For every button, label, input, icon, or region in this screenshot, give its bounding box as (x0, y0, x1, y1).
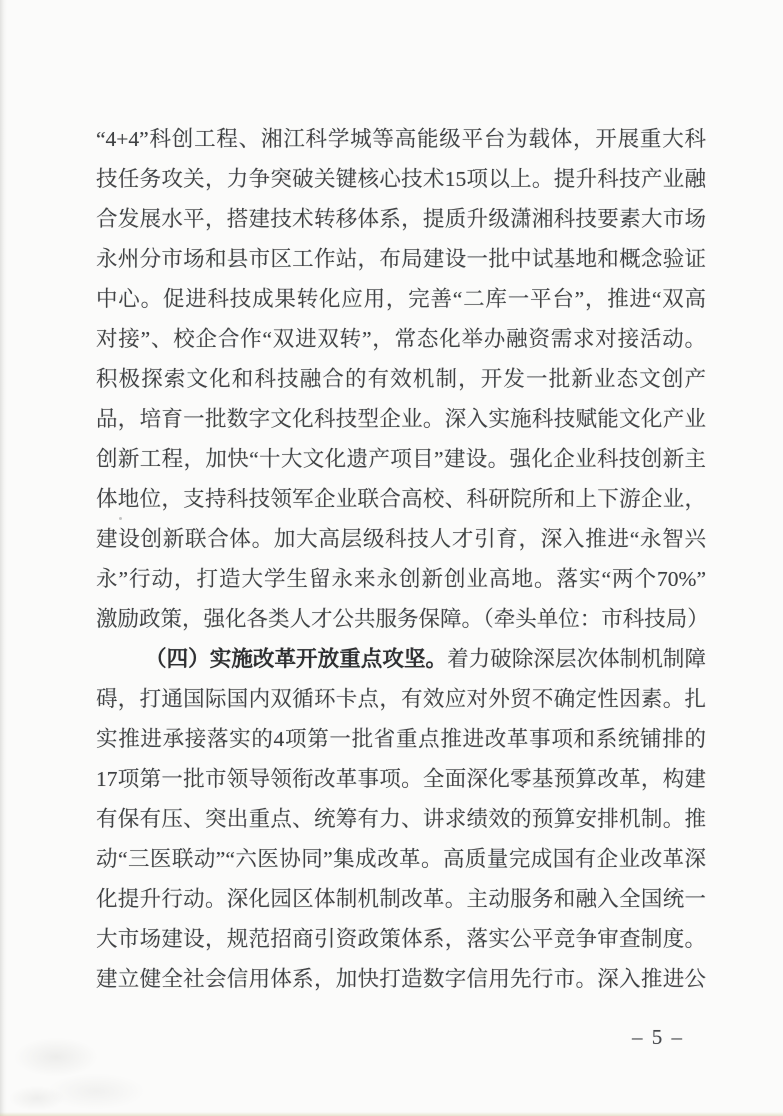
text-line: 积极探索文化和科技融合的有效机制，开发一批新业态文创产 (96, 367, 706, 391)
text-line: 17项第一批市领导领衔改革事项。全面深化零基预算改革，构建 (96, 767, 706, 791)
text-line: 技任务攻关，力争突破关键核心技术15项以上。提升科技产业融 (96, 167, 706, 191)
text-line: 有保有压、突出重点、统筹有力、讲求绩效的预算安排机制。推 (96, 807, 706, 831)
text-line: 建设创新联合体。加大高层级科技人才引育，深入推进“永智兴 (96, 527, 706, 551)
text-line: 动“三医联动”“六医协同”集成改革。高质量完成国有企业改革深 (96, 847, 706, 871)
text-line: 创新工程，加快“十大文化遗产项目”建设。强化企业科技创新主 (96, 447, 706, 471)
scan-left-edge-shading (0, 0, 7, 1116)
text-line: 化提升行动。深化园区体制机制改革。主动服务和融入全国统一 (96, 887, 706, 911)
text-line: 激励政策，强化各类人才公共服务保障。（牵头单位：市科技局） (96, 607, 709, 631)
text-line: 品，培育一批数字文化科技型企业。深入实施科技赋能文化产业 (96, 407, 706, 431)
text-line: 体地位，支持科技领军企业联合高校、科研院所和上下游企业， (96, 487, 706, 511)
section-heading: （四）实施改革开放重点攻坚。 (145, 647, 448, 671)
paragraph-start-line (96, 639, 706, 679)
scan-bottom-edge-tint (0, 1112, 783, 1116)
text-line: 对接”、校企合作“双进双转”，常态化举办融资需求对接活动。 (96, 327, 706, 351)
text-line: 合发展水平，搭建技术转移体系，提质升级潇湘科技要素大市场 (96, 207, 706, 231)
text-line: 永”行动，打造大学生留永来永创新创业高地。落实“两个70%” (96, 567, 706, 591)
text-line: 建立健全社会信用体系，加快打造数字信用先行市。深入推进公 (96, 967, 706, 991)
text-line: 碍，打通国际国内双循环卡点，有效应对外贸不确定性因素。扎 (96, 687, 706, 711)
scan-corner-smudge (8, 1018, 168, 1116)
text-line: 中心。促进科技成果转化应用，完善“二库一平台”，推进“双高 (96, 287, 706, 311)
text-run: 着力破除深层次体制机制障 (447, 647, 706, 671)
page-number: – 5 – (632, 1025, 684, 1049)
text-line: 大市场建设，规范招商引资政策体系，落实公平竞争审查制度。 (96, 927, 706, 951)
text-line: 永州分市场和县市区工作站，布局建设一批中试基地和概念验证 (96, 247, 706, 271)
text-line: “4+4”科创工程、湘江科学城等高能级平台为载体，开展重大科 (96, 127, 706, 151)
body-text-block (96, 119, 709, 999)
text-line: 实推进承接落实的4项第一批省重点推进改革事项和系统铺排的 (96, 727, 706, 751)
